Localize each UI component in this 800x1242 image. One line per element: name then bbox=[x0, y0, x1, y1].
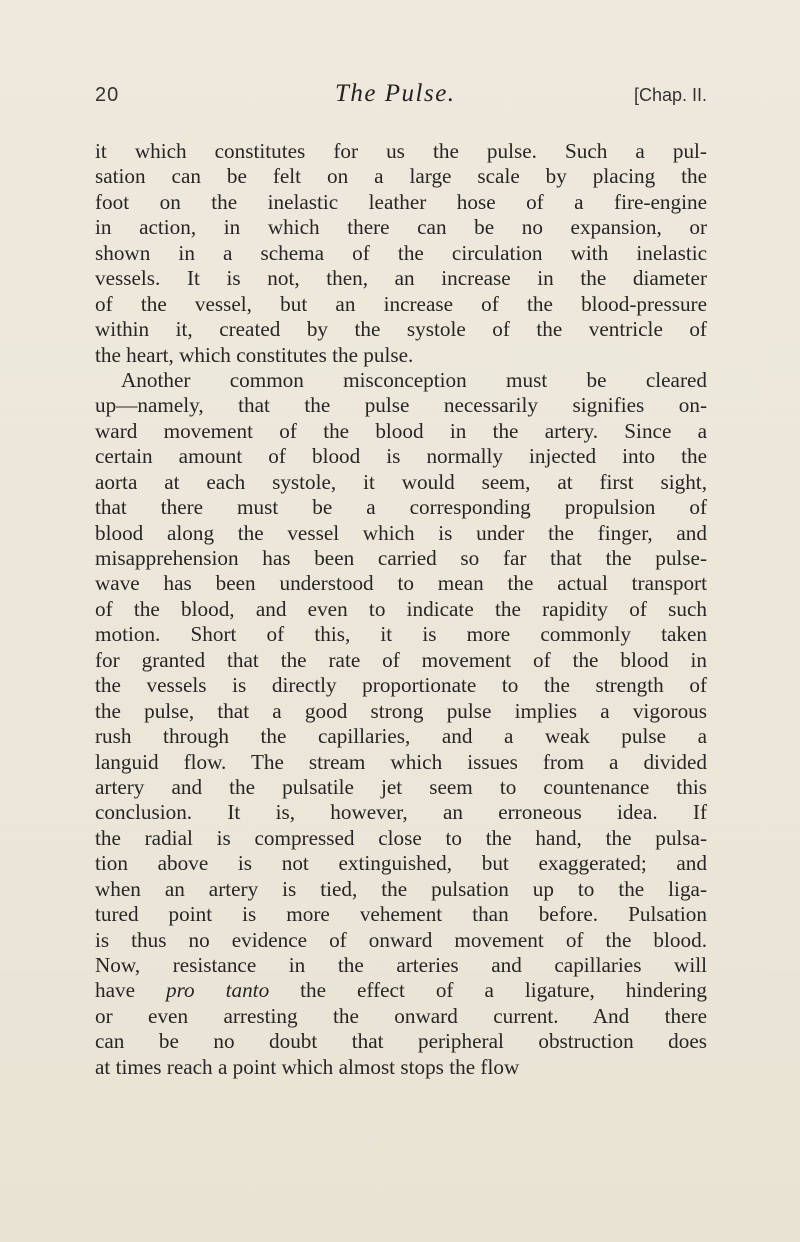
text-line: aorta at each systole, it would seem, at first sight, bbox=[95, 469, 707, 494]
text-line: within it, created by the systole of the ventricle of bbox=[95, 317, 707, 342]
chapter-label: [Chap. II. bbox=[633, 85, 707, 105]
text-line: of the vessel, but an increase of the blood-pressure bbox=[95, 291, 707, 316]
text-line: the vessels is directly proportionate to the strength of bbox=[95, 673, 707, 698]
text-line: is thus no evidence of onward movement of the blood. bbox=[95, 927, 707, 952]
text-line-with-italic bbox=[95, 978, 707, 1003]
text-line: can be no doubt that peripheral obstruction does bbox=[95, 1029, 707, 1054]
text-line: shown in a schema of the circulation with inelastic bbox=[95, 240, 707, 265]
text-line: tured point is more vehement than before. Pulsation bbox=[95, 902, 707, 927]
text-line: misapprehension has been carried so far that the pulse- bbox=[95, 546, 707, 570]
text-line: it which constitutes for us the pulse. Such a pul- bbox=[95, 139, 707, 163]
text-line: Another common misconception must be cleared bbox=[121, 367, 707, 392]
text-line: when an artery is tied, the pulsation up to the liga- bbox=[95, 876, 707, 901]
text-line: sation can be felt on a large scale by placing the bbox=[95, 164, 707, 189]
text-line: ward movement of the blood in the artery. Since a bbox=[95, 418, 707, 443]
text-line: or even arresting the onward current. And there bbox=[95, 1003, 707, 1028]
text-line: blood along the vessel which is under the finger, and bbox=[95, 520, 707, 545]
text-line: Now, resistance in the arteries and capillaries will bbox=[95, 953, 707, 977]
italic-phrase: pro tanto bbox=[165, 978, 270, 1003]
body-text bbox=[95, 139, 707, 1080]
text-line: rush through the capillaries, and a weak pulse a bbox=[95, 724, 707, 749]
page-number: 20 bbox=[95, 84, 120, 106]
text-line: that there must be a corresponding propulsion of bbox=[95, 495, 707, 520]
text-line: for granted that the rate of movement of the blood in bbox=[95, 647, 707, 672]
running-title: The Pulse. bbox=[335, 80, 456, 107]
text-line: the pulse, that a good strong pulse implies a vigorous bbox=[95, 698, 707, 723]
text-line: tion above is not extinguished, but exaggerated; and bbox=[95, 851, 707, 876]
text-line: conclusion. It is, however, an erroneous idea. If bbox=[95, 800, 707, 825]
text-fragment: have bbox=[95, 978, 166, 1003]
text-line: languid flow. The stream which issues from a divided bbox=[95, 749, 707, 774]
text-line: at times reach a point which almost stops the flow bbox=[95, 1054, 520, 1079]
text-line: wave has been understood to mean the actual transport bbox=[95, 571, 707, 596]
text-line: in action, in which there can be no expansion, or bbox=[95, 215, 707, 240]
page-header bbox=[95, 80, 707, 114]
text-line: up—namely, that the pulse necessarily signifies on- bbox=[95, 393, 707, 418]
text-fragment: the effect of a ligature, hindering bbox=[269, 978, 708, 1003]
text-line: of the blood, and even to indicate the rapidity of such bbox=[95, 596, 707, 621]
text-line: the heart, which constitutes the pulse. bbox=[95, 342, 414, 367]
text-line: artery and the pulsatile jet seem to countenance this bbox=[95, 774, 707, 799]
text-line: vessels. It is not, then, an increase in the diameter bbox=[95, 266, 707, 291]
text-line: the radial is compressed close to the hand, the pulsa- bbox=[95, 825, 707, 850]
text-line: certain amount of blood is normally injected into the bbox=[95, 444, 707, 469]
text-line: motion. Short of this, it is more commonly taken bbox=[95, 622, 707, 647]
text-line: foot on the inelastic leather hose of a fire-engine bbox=[95, 189, 707, 214]
